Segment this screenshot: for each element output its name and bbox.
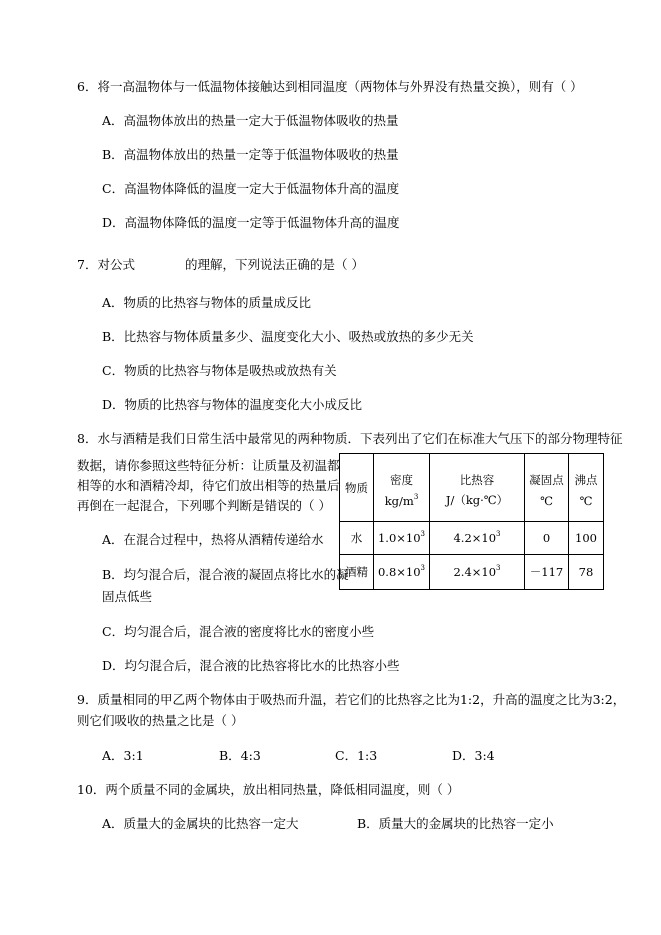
q7-option-c: C．物质的比热容与物体是吸热或放热有关 [102,363,337,378]
header-substance: 物质 [340,454,374,522]
q8-option-b-line1: B．均匀混合后，混合液的凝固点将比水的凝 [102,567,349,582]
q8-stem-line4: 再倒在一起混合，下列哪个判断是错误的（ ） [77,498,331,513]
q10-option-b: B．质量大的金属块的比热容一定小 [357,816,554,831]
q10-stem: 10．两个质量不同的金属块，放出相同热量，降低相同温度，则（ ） [77,782,460,797]
q7-stem-suffix: 的理解，下列说法正确的是（ ） [185,257,364,272]
q7-option-a: A．物质的比热容与物体的质量成反比 [102,295,312,310]
q6-option-b: B．高温物体放出的热量一定等于低温物体吸收的热量 [102,147,399,162]
table-header-row [340,454,604,522]
q8-option-a: A．在混合过程中，热将从酒精传递给水 [102,532,324,547]
header-freezing-point-unit: ℃ [540,493,553,508]
header-boiling-point: 沸点 [574,472,598,487]
q8-stem-line1: 8．水与酒精是我们日常生活中最常见的两种物质．下表列出了它们在标准大气压下的部分物理特征 [77,431,623,446]
row-name: 水 [340,522,374,555]
q6-option-c: C．高温物体降低的温度一定大于低温物体升高的温度 [102,181,400,196]
header-density-unit: $kg/m^3$ [384,492,419,508]
header-specific-heat-unit: J/（kg·℃） [445,492,509,507]
q10-option-a: A．质量大的金属块的比热容一定大 [102,816,299,831]
q9-stem-line1: 9．质量相同的甲乙两个物体由于吸热而升温，若它们的比热容之比为1:2，升高的温度之比为3:2， [77,692,626,707]
q7-option-d: D．物质的比热容与物体的温度变化大小成反比 [102,397,363,412]
q9-option-c: C．1:3 [335,748,378,763]
q8-stem-line3: 相等的水和酒精冷却，待它们放出相等的热量后 [77,478,340,493]
q9-stem-line2: 则它们吸收的热量之比是（ ） [77,713,244,728]
row-specific-heat: $4.2\times 10^3$ [430,522,525,555]
q7-option-b: B．比热容与物体质量多少、温度变化大小、吸热或放热的多少无关 [102,329,474,344]
header-density: 密度 [390,472,413,487]
header-boiling-point-unit: ℃ [579,493,593,508]
q9-option-b: B．4:3 [219,748,261,763]
q8-option-d: D．均匀混合后，混合液的比热容将比水的比热容小些 [102,658,400,673]
row-specific-heat: $2.4\times 10^3$ [430,555,525,590]
table-row [340,522,604,555]
q6-stem: 6．将一高温物体与一低温物体接触达到相同温度（两物体与外界没有热量交换），则有（ ） [77,79,583,94]
q9-option-a: A．3:1 [102,748,144,763]
q9-option-d: D．3:4 [452,748,495,763]
q6-option-d: D．高温物体降低的温度一定等于低温物体升高的温度 [102,215,400,230]
q6-option-a: A．高温物体放出的热量一定大于低温物体吸收的热量 [102,113,399,128]
q8-option-c: C．均匀混合后，混合液的密度将比水的密度小些 [102,624,375,639]
physical-properties-table [339,453,604,590]
row-freezing-point: －117 [525,555,569,590]
header-freezing-point: 凝固点 [529,472,564,487]
row-freezing-point: 0 [525,522,569,555]
table-row [340,555,604,590]
row-boiling-point: 78 [569,555,604,590]
row-boiling-point: 100 [569,522,604,555]
q8-option-b-line2: 固点低些 [102,589,153,604]
row-name: 酒精 [340,555,374,590]
row-density: $0.8\times 10^3$ [374,555,430,590]
header-specific-heat: 比热容 [459,472,495,487]
row-density: $1.0\times 10^3$ [374,522,430,555]
q8-stem-line2: 数据，请你参照这些特征分析：让质量及初温都 [77,458,340,473]
q7-stem-prefix: 7．对公式 [77,257,135,272]
